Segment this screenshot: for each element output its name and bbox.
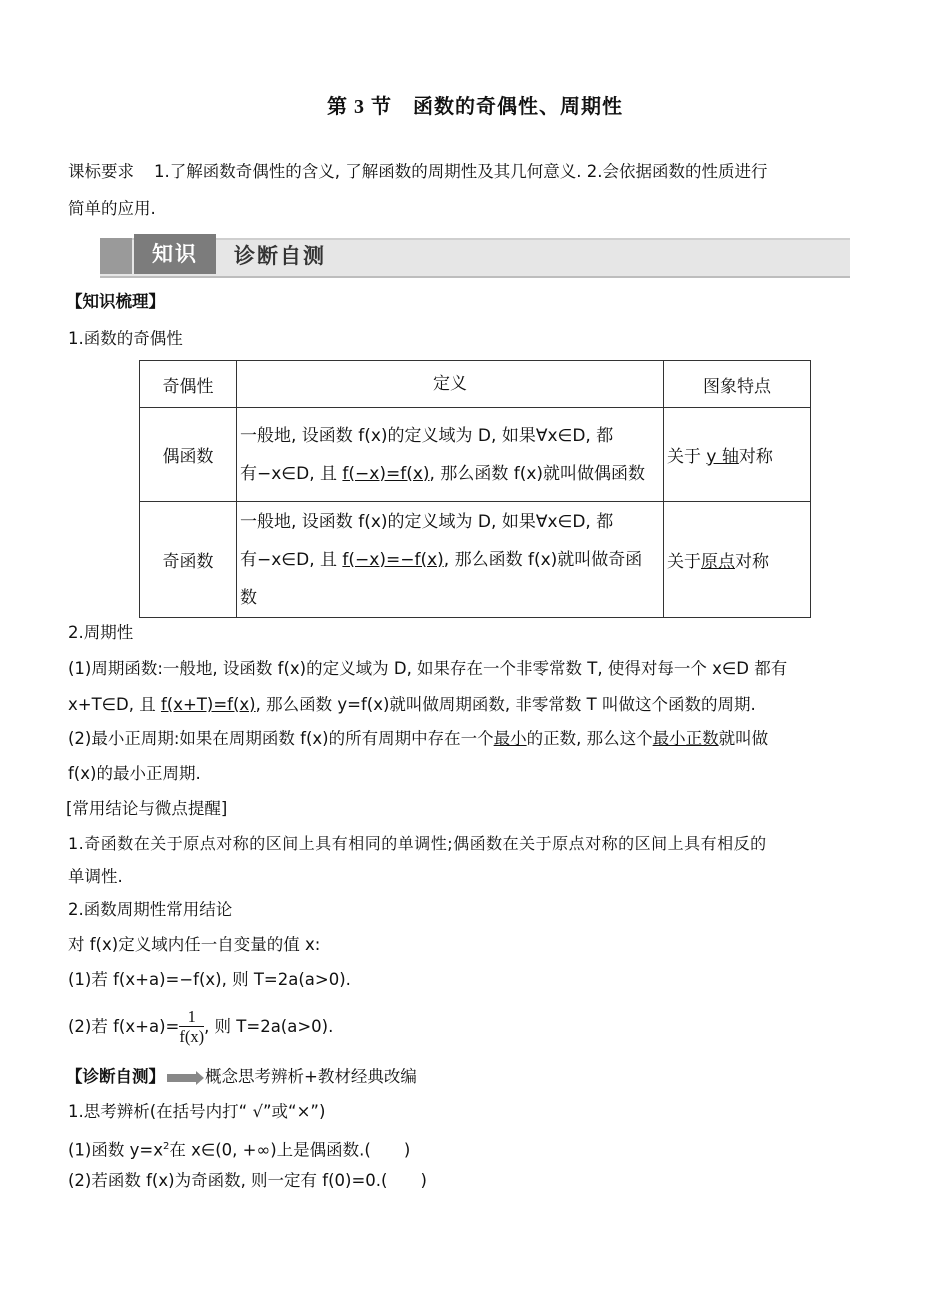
common-c4: (1)若 f(x+a)=−f(x), 则 T=2a(a>0). bbox=[68, 970, 351, 989]
diagnosis-q2: (2)若函数 f(x)为奇函数, 则一定有 f(0)=0.( ) bbox=[68, 1171, 427, 1190]
odd-def-line-2 bbox=[240, 541, 660, 579]
even-feature bbox=[664, 408, 811, 502]
diagnosis-subtitle: 概念思考辨析+教材经典改编 bbox=[205, 1067, 417, 1086]
period-p2-line-1 bbox=[68, 722, 768, 756]
header-feature: 图象特点 bbox=[664, 361, 811, 408]
even-name: 偶函数 bbox=[140, 408, 237, 502]
page-title: 第 3 节 函数的奇偶性、周期性 bbox=[327, 96, 623, 118]
period-condition: f(x+T)=f(x) bbox=[160, 695, 256, 714]
odd-feature-pre: 关于 bbox=[667, 552, 701, 572]
period-min-positive: 最小正数 bbox=[652, 729, 719, 748]
table-row-odd bbox=[140, 502, 811, 618]
period-p1-post: , 那么函数 y=f(x)就叫做周期函数, 非零常数 T 叫做这个函数的周期. bbox=[255, 695, 756, 714]
diagnosis-q1 bbox=[68, 1130, 410, 1168]
odd-condition: f(−x)=−f(x) bbox=[342, 549, 444, 570]
odd-feature bbox=[664, 502, 811, 618]
even-condition: f(−x)=f(x) bbox=[342, 463, 430, 484]
odd-def-line-3: 数 bbox=[240, 587, 257, 608]
header-parity: 奇偶性 bbox=[140, 361, 237, 408]
requirement-line-2: 简单的应用. bbox=[68, 199, 156, 218]
common-c5-post: , 则 T=2a(a>0). bbox=[204, 1017, 334, 1036]
common-c1-line-1: 1.奇函数在关于原点对称的区间上具有相同的单调性;偶函数在关于原点对称的区间上具有相反的 bbox=[68, 834, 767, 853]
diagnosis-question-heading: 1.思考辨析(在括号内打“ √”或“×”) bbox=[68, 1102, 326, 1121]
reciprocal-fraction bbox=[179, 1008, 204, 1047]
odd-feature-origin: 原点 bbox=[701, 552, 735, 572]
even-def-text: 有−x∈D, 且 bbox=[240, 463, 343, 484]
even-definition bbox=[237, 408, 664, 502]
requirement-label: 课标要求 bbox=[68, 162, 134, 181]
common-c5-pre: (2)若 f(x+a)= bbox=[68, 1017, 180, 1036]
period-p2-pre: (2)最小正周期:如果在周期函数 f(x)的所有周期中存在一个 bbox=[68, 729, 494, 748]
even-feature-post: 对称 bbox=[738, 447, 773, 467]
odd-def-line-1: 一般地, 设函数 f(x)的定义域为 D, 如果∀x∈D, 都 bbox=[240, 511, 614, 532]
requirement-text-1: 1.了解函数奇偶性的含义, 了解函数的周期性及其几何意义. 2.会依据函数的性质进行 bbox=[154, 162, 768, 181]
q1-post: 在 x∈(0, +∞)上是偶函数.( ) bbox=[169, 1140, 411, 1160]
period-p1-line-2 bbox=[68, 688, 756, 722]
common-c1-line-2: 单调性. bbox=[68, 867, 123, 886]
parity-table bbox=[139, 360, 811, 618]
period-heading: 2.周期性 bbox=[68, 623, 134, 642]
common-heading: [常用结论与微点提醒] bbox=[66, 799, 228, 818]
even-def-tail: , 那么函数 f(x)就叫做偶函数 bbox=[429, 463, 646, 484]
diagnosis-heading: 【诊断自测】 bbox=[66, 1067, 165, 1086]
even-feature-pre: 关于 bbox=[667, 447, 707, 467]
even-feature-axis: y 轴 bbox=[706, 447, 739, 467]
diagnosis-heading-line bbox=[66, 1060, 417, 1094]
fraction-numerator: 1 bbox=[179, 1008, 204, 1027]
period-p2-post: 就叫做 bbox=[718, 729, 769, 748]
q1-pre: (1)函数 y=x bbox=[68, 1140, 163, 1160]
common-c3: 对 f(x)定义域内任一自变量的值 x: bbox=[68, 935, 321, 954]
period-p1-line-1: (1)周期函数:一般地, 设函数 f(x)的定义域为 D, 如果存在一个非零常数 T, 使得对每一个 x∈D 都有 bbox=[68, 659, 788, 678]
even-def-line-1: 一般地, 设函数 f(x)的定义域为 D, 如果∀x∈D, 都 bbox=[240, 425, 614, 446]
period-p2-line-2: f(x)的最小正周期. bbox=[68, 764, 201, 783]
common-c2: 2.函数周期性常用结论 bbox=[68, 900, 233, 919]
even-def-line-2 bbox=[240, 455, 660, 493]
parity-heading: 1.函数的奇偶性 bbox=[68, 329, 183, 348]
banner-tag: 知识 bbox=[134, 234, 216, 274]
q1-exponent: 2 bbox=[162, 1141, 170, 1152]
common-c5 bbox=[68, 1008, 333, 1047]
odd-definition bbox=[237, 502, 664, 618]
banner-accent bbox=[100, 238, 132, 274]
table-row-even bbox=[140, 408, 811, 502]
period-p1-pre: x+T∈D, 且 bbox=[68, 695, 161, 714]
odd-def-tail: , 那么函数 f(x)就叫做奇函 bbox=[443, 549, 643, 570]
arrow-icon bbox=[167, 1074, 197, 1082]
fraction-denominator: f(x) bbox=[179, 1027, 205, 1046]
banner-heading: 诊断自测 bbox=[234, 244, 326, 268]
knowledge-heading: 【知识梳理】 bbox=[66, 292, 165, 311]
period-p2-mid: 的正数, 那么这个 bbox=[526, 729, 653, 748]
odd-name: 奇函数 bbox=[140, 502, 237, 618]
odd-def-text: 有−x∈D, 且 bbox=[240, 549, 343, 570]
period-min: 最小 bbox=[493, 729, 527, 748]
table-header-row bbox=[140, 361, 811, 408]
odd-feature-post: 对称 bbox=[735, 552, 769, 572]
header-definition: 定义 bbox=[237, 361, 664, 408]
requirement-line-1 bbox=[68, 155, 767, 189]
section-banner bbox=[100, 234, 850, 276]
